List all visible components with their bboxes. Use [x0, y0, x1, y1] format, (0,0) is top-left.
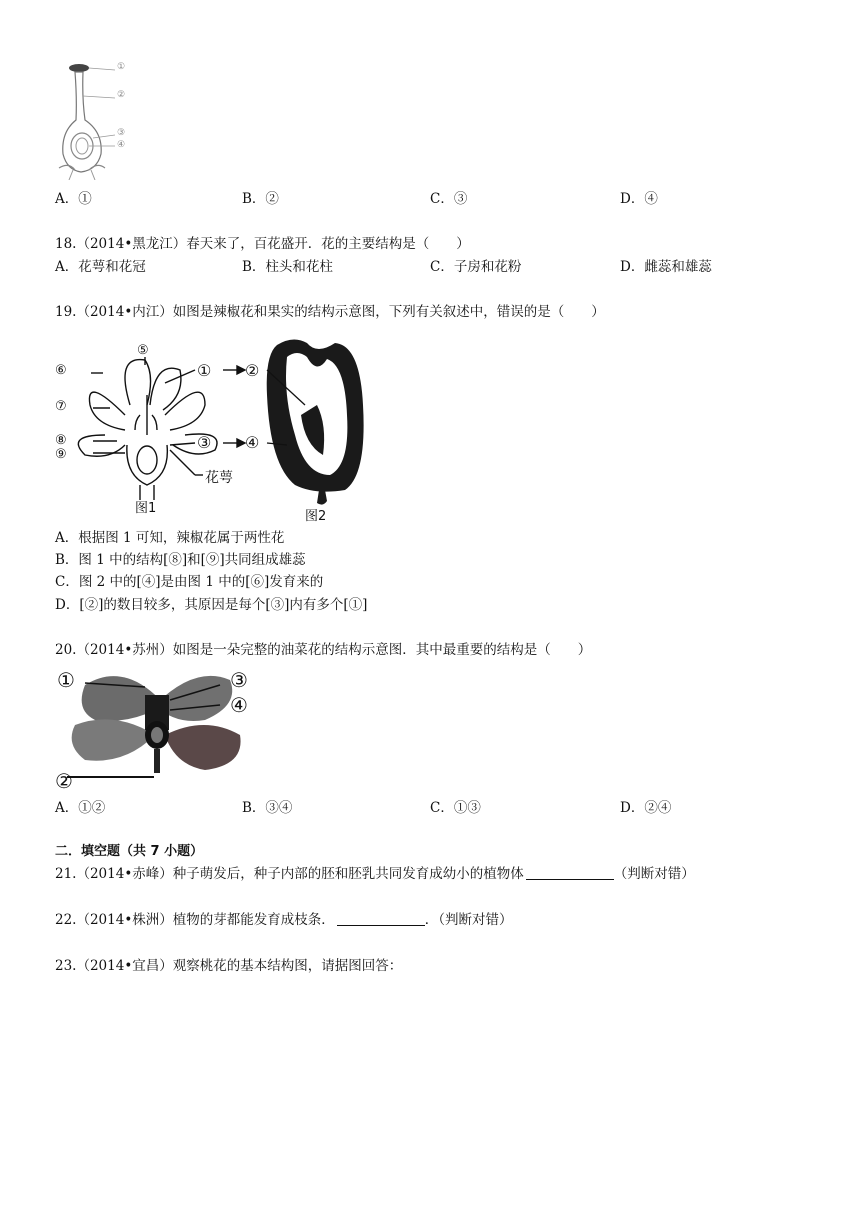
q19-label-3: ③ [197, 433, 212, 452]
q21-suffix: （判断对错） [613, 866, 695, 882]
q19-label-2: ② [245, 361, 260, 380]
q19-option-a[interactable]: A．根据图 1 可知，辣椒花属于两性花 [55, 530, 285, 546]
q18-option-c[interactable]: C．子房和花粉 [430, 259, 522, 275]
q20-option-a[interactable]: A．①② [55, 800, 106, 816]
q17-option-d[interactable]: D．④ [620, 191, 658, 207]
q20-option-b[interactable]: B．③④ [242, 800, 293, 816]
q19-label-1: ① [197, 361, 212, 380]
q19-label-8: ⑧ [55, 433, 67, 448]
q20-question: 20.（2014•苏州）如图是一朵完整的油菜花的结构示意图．其中最重要的结构是（ ） [55, 642, 592, 658]
q20-label-3: ③ [230, 668, 248, 692]
q17-option-b[interactable]: B．② [242, 191, 279, 207]
q20-label-4: ④ [230, 693, 248, 717]
q22-question [55, 911, 513, 929]
q19-fig1-caption: 图1 [135, 501, 157, 516]
q20-option-d[interactable]: D．②④ [620, 800, 672, 816]
q17-label-4: ④ [117, 140, 126, 150]
q18-option-b[interactable]: B．柱头和花柱 [242, 259, 333, 275]
q17-option-c[interactable]: C．③ [430, 191, 468, 207]
q19-label-7: ⑦ [55, 399, 67, 414]
q22-text: 22.（2014•株洲）植物的芽都能发育成枝条． [55, 912, 335, 928]
q18-question: 18.（2014•黑龙江）春天来了，百花盛开．花的主要结构是（ ） [55, 236, 470, 252]
q21-question [55, 865, 695, 883]
q19-question: 19.（2014•内江）如图是辣椒花和果实的结构示意图，下列有关叙述中，错误的是（ ） [55, 304, 605, 320]
q19-label-9: ⑨ [55, 447, 67, 462]
q18-option-a[interactable]: A．花萼和花冠 [55, 259, 146, 275]
q17-label-3: ③ [117, 128, 126, 138]
q17-pistil-figure [55, 58, 145, 180]
q19-option-c[interactable]: C．图 2 中的[④]是由图 1 中的[⑥]发育来的 [55, 574, 324, 590]
q19-label-5: ⑤ [137, 343, 149, 358]
q19-label-calyx: 花萼 [205, 470, 233, 486]
q19-pepper-figure [55, 335, 375, 525]
q18-option-d[interactable]: D．雌蕊和雄蕊 [620, 259, 712, 275]
q23-question: 23.（2014•宜昌）观察桃花的基本结构图，请据图回答： [55, 958, 403, 974]
q17-label-1: ① [117, 62, 126, 72]
q22-answer-blank[interactable] [337, 911, 425, 926]
q19-label-4: ④ [245, 433, 260, 452]
q17-label-2: ② [117, 90, 126, 100]
q20-label-1: ① [57, 668, 75, 692]
q20-rape-flower-figure [55, 665, 260, 795]
q19-option-d[interactable]: D．[②]的数目较多，其原因是每个[③]内有多个[①] [55, 597, 368, 613]
q19-fig2-caption: 图2 [305, 509, 327, 524]
q21-text: 21.（2014•赤峰）种子萌发后，种子内部的胚和胚乳共同发育成幼小的植物体 [55, 866, 524, 882]
q21-answer-blank[interactable] [526, 865, 614, 880]
q17-option-a[interactable]: A．① [55, 191, 92, 207]
q20-option-c[interactable]: C．①③ [430, 800, 481, 816]
q20-label-2: ② [55, 769, 73, 793]
q19-label-6: ⑥ [55, 363, 67, 378]
q22-suffix: ．（判断对错） [424, 912, 513, 928]
section-2-heading: 二．填空题（共 7 小题） [55, 844, 204, 859]
q19-option-b[interactable]: B．图 1 中的结构[⑧]和[⑨]共同组成雄蕊 [55, 552, 306, 568]
